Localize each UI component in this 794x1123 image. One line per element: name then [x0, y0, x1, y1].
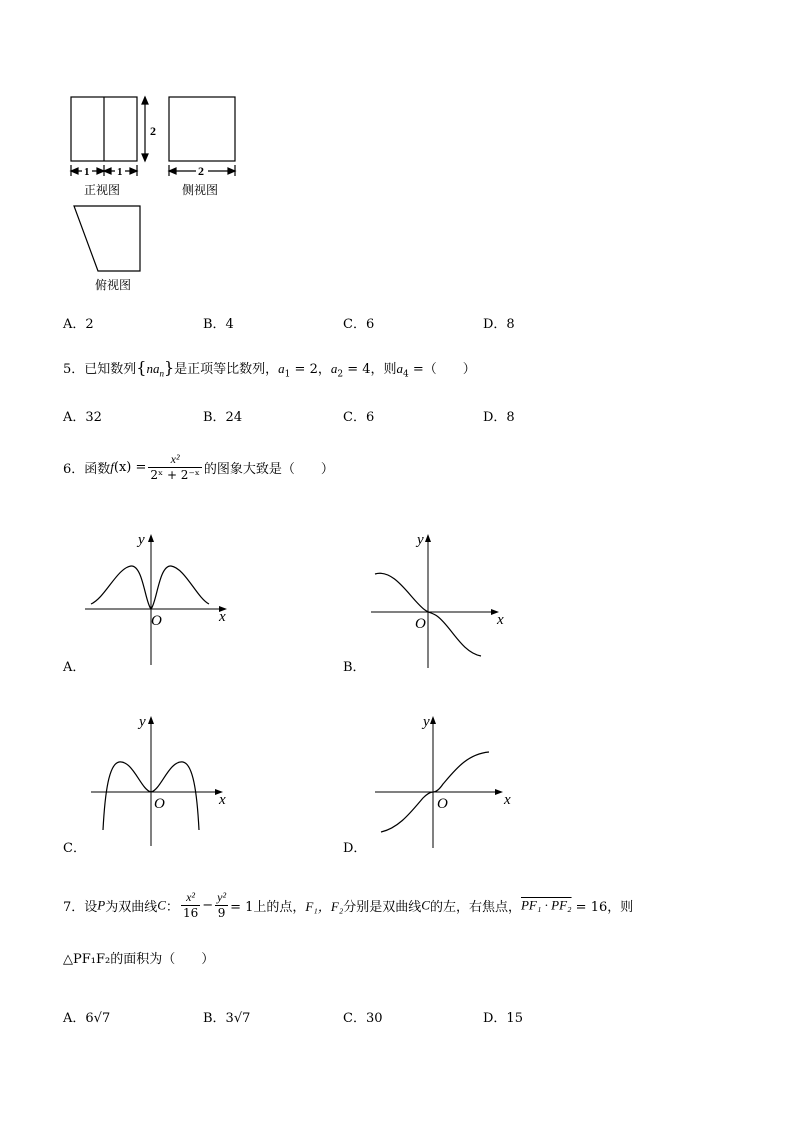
q7-colon: ：: [165, 900, 179, 915]
q7-fraction-x-num: x²: [181, 890, 200, 906]
side-width-dim: 2: [198, 164, 204, 178]
q7-fraction-y-den: 9: [217, 906, 226, 920]
q5-a1: a: [278, 361, 285, 376]
graph-a-x-label: x: [219, 609, 226, 625]
q5-eq2: = 4，则: [343, 362, 397, 377]
q6-fraction-den: 2ˣ + 2⁻ˣ: [150, 468, 200, 482]
front-view: [71, 97, 148, 176]
q7-option-b: B．3√7: [203, 1011, 251, 1026]
front-left-dim: 1: [84, 166, 90, 178]
q4-option-c: C．6: [343, 317, 375, 332]
side-view-label: 侧视图: [182, 183, 219, 197]
q5-stem: [63, 358, 476, 380]
q4-option-d: D．8: [483, 317, 515, 332]
q7-c2: C: [421, 897, 430, 913]
q7-stem-line2: △PF₁F₂的面积为（ ）: [63, 952, 215, 967]
q7-mid3: 的左，右焦点，: [429, 900, 521, 915]
graph-b-label: B．: [343, 660, 366, 675]
q5-a2: a: [330, 361, 338, 376]
graph-c-origin: O: [154, 796, 165, 812]
graph-b: [365, 530, 525, 670]
q5-tail: =（ ）: [408, 362, 476, 377]
q7-foci: F₁，F₂: [305, 899, 344, 914]
q6-fraction: [148, 452, 201, 483]
q5-eq1: = 2，: [290, 362, 331, 377]
q5-a1-sub: 1: [284, 369, 291, 380]
graph-b-origin: O: [415, 616, 426, 632]
front-height-dim: 2: [150, 124, 156, 138]
q7-lead: 7．设: [63, 900, 98, 915]
q5-term: na: [146, 361, 160, 376]
q4-option-b: B．4: [203, 317, 234, 332]
graph-c-label: C．: [63, 841, 86, 856]
q6-tail: 的图象大致是（ ）: [203, 462, 334, 477]
graph-c-x-label: x: [219, 792, 226, 808]
graph-b-x-label: x: [497, 612, 504, 628]
graph-d-x-label: x: [504, 792, 511, 808]
q7-vec-eq: = 16，则: [571, 900, 634, 915]
graph-d-label: D．: [343, 841, 367, 856]
q5-term-sub: n: [159, 368, 164, 379]
graph-c: [85, 712, 245, 852]
q7-stem-line1: [63, 890, 633, 921]
q7-c: C: [157, 897, 166, 913]
top-view: [74, 206, 140, 271]
q5-option-a: A．32: [63, 410, 102, 425]
q5-option-d: D．8: [483, 410, 515, 425]
graph-d: [365, 712, 525, 852]
q6-number: 6．函数: [63, 462, 111, 477]
q4-option-a: A．2: [63, 317, 94, 332]
q7-fraction-y-num: y²: [217, 890, 227, 904]
graph-a-origin: O: [151, 613, 162, 629]
q6-stem: [63, 452, 334, 483]
q5-a4: a: [396, 361, 404, 376]
q7-mid2: 分别是双曲线: [343, 900, 422, 915]
graph-d-origin: O: [437, 796, 448, 812]
q7-p: P: [97, 897, 106, 913]
q7-fraction-x: [181, 890, 200, 921]
top-view-label: 俯视图: [95, 278, 132, 292]
q6-fraction-num: x²: [148, 452, 201, 468]
graph-c-y-label: y: [139, 714, 146, 730]
q7-minus: −: [202, 898, 214, 913]
q5-option-b: B．24: [203, 410, 243, 425]
q7-fraction-x-den: 16: [182, 906, 199, 920]
q5-option-c: C．6: [343, 410, 375, 425]
q7-option-d: D．15: [483, 1011, 523, 1026]
q7-option-c: C．30: [343, 1011, 383, 1026]
front-right-dim: 1: [117, 166, 123, 178]
q7-mid1: 为双曲线: [105, 900, 158, 915]
q5-number: 5．已知数列: [63, 362, 137, 377]
graph-a-label: A．: [63, 660, 86, 675]
q7-vectors: PF₁ · PF₂: [520, 897, 572, 913]
graph-a: [85, 530, 245, 670]
q7-eq: = 1上的点，: [230, 900, 306, 915]
q6-func: f: [110, 459, 114, 475]
q5-brace-open: {: [136, 358, 147, 377]
q7-fraction-y: [215, 890, 228, 921]
q5-a2-sub: 2: [337, 369, 344, 380]
front-view-label: 正视图: [84, 183, 121, 197]
graph-b-y-label: y: [417, 532, 424, 548]
q5-brace-close: }: [163, 358, 175, 377]
q6-arg: (x) =: [113, 460, 147, 475]
graph-d-y-label: y: [423, 714, 430, 730]
q7-option-a: A．6√7: [63, 1011, 111, 1026]
graph-a-y-label: y: [138, 532, 145, 548]
q5-mid: 是正项等比数列，: [174, 362, 279, 377]
q5-a4-sub: 4: [403, 369, 409, 380]
